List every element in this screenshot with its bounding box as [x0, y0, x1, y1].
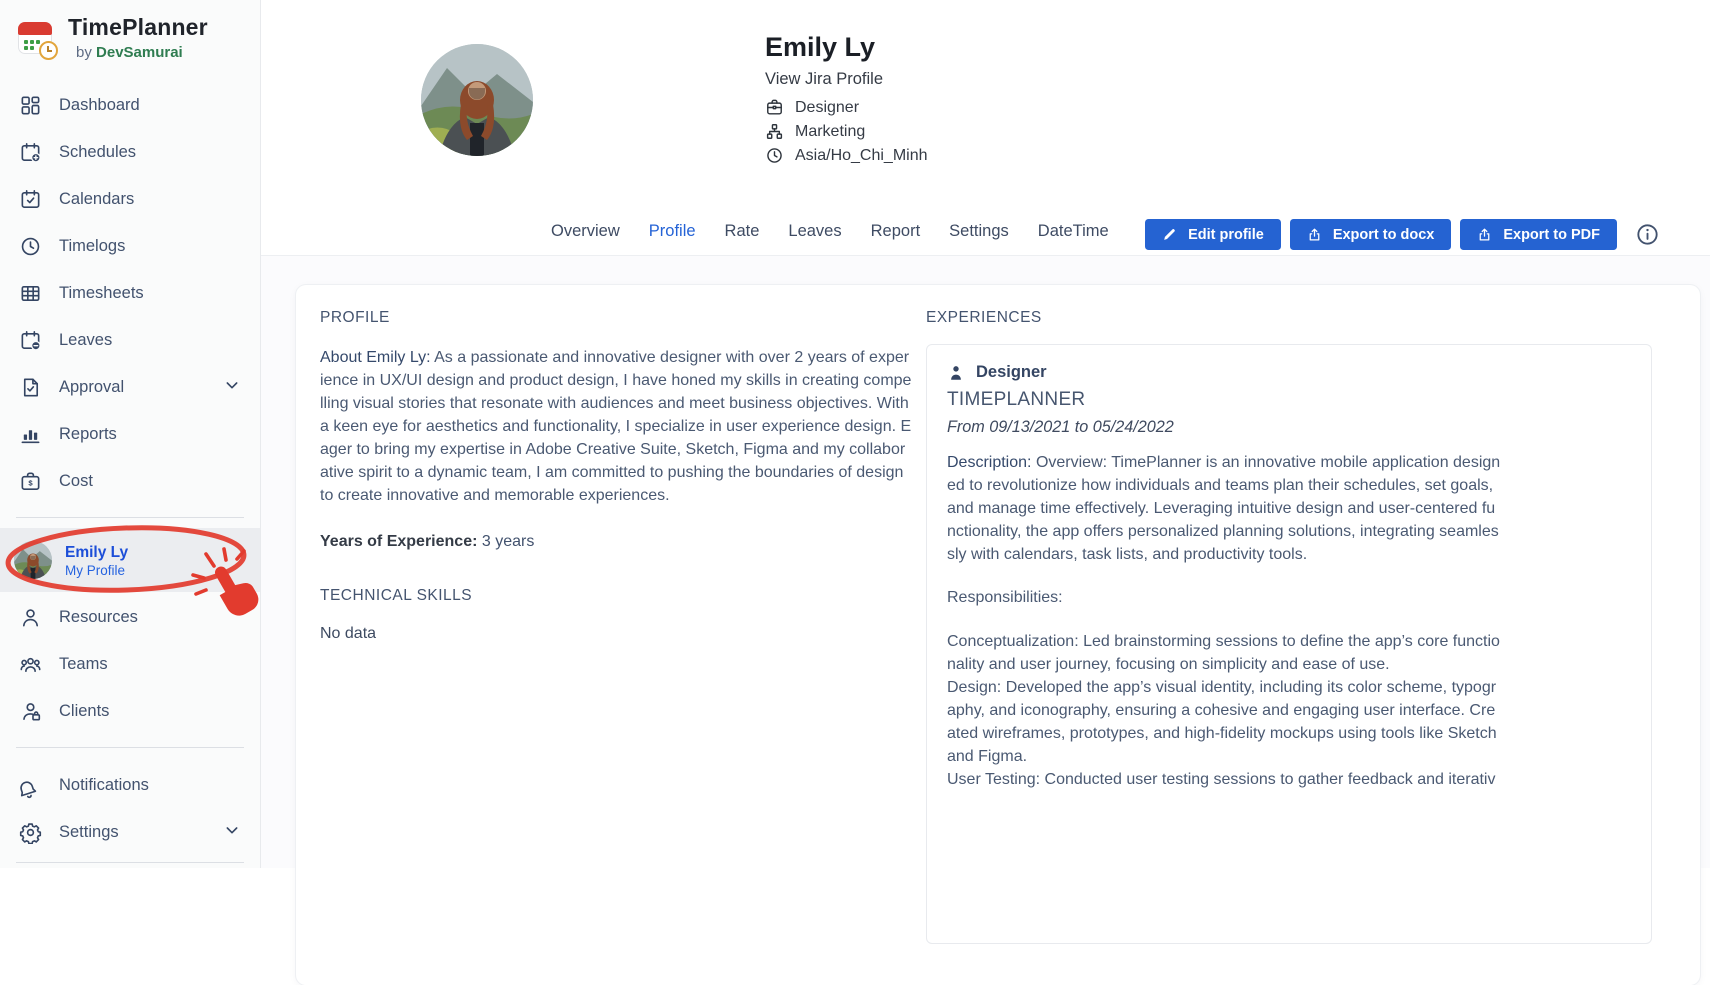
tab-leaves[interactable]: Leaves [788, 222, 842, 240]
calendar-minus-icon [19, 329, 42, 352]
org-chart-icon [765, 122, 784, 141]
about-label: About Emily Ly: [320, 349, 431, 366]
view-jira-profile-link[interactable]: View Jira Profile [765, 70, 883, 88]
profile-section [320, 309, 912, 961]
experience-role: Designer [976, 363, 1047, 381]
experience-period: From 09/13/2021 to 05/24/2022 [947, 418, 1174, 436]
sidebar-profile-subtitle: My Profile [65, 563, 126, 578]
sidebar-item-calendars[interactable] [0, 176, 260, 223]
people-icon [19, 653, 42, 676]
table-icon [19, 282, 42, 305]
responsibility-item: Design: Developed the app’s visual identity, including its color scheme, typography, and iconography, ensuring a cohesive and engaging user interface. Created wireframes, prototypes, and high-fidelity mockups using tools like Sketch and Figma. [947, 679, 1497, 765]
info-icon [1635, 222, 1660, 247]
sidebar-item-my-profile[interactable] [0, 528, 260, 592]
profile-tab-bar [551, 222, 1109, 241]
sidebar-item-notifications[interactable] [0, 762, 260, 809]
sidebar-item-label: Leaves [59, 331, 113, 349]
calendar-check-icon [19, 188, 42, 211]
app-title: TimePlanner [68, 14, 208, 40]
responsibility-item: Conceptualization: Led brainstorming sessions to define the app’s core functionality and user journey, focusing on simplicity and ease of use. [947, 633, 1500, 673]
responsibility-item: User Testing: Conducted user testing sessions to gather feedback and iterativ [947, 771, 1496, 788]
gear-icon [19, 821, 42, 844]
chevron-down-icon [224, 822, 240, 843]
clock-badge-icon [39, 41, 58, 60]
export-icon [1477, 227, 1492, 242]
chevron-down-icon [224, 377, 240, 398]
experience-company: TIMEPLANNER [947, 389, 1086, 410]
sidebar-item-settings[interactable] [0, 809, 260, 856]
description-label: Description: [947, 454, 1032, 471]
bell-icon [13, 775, 42, 804]
page-title: Emily Ly [765, 32, 876, 62]
sidebar-item-label: Resources [59, 608, 138, 626]
export-icon [1307, 227, 1322, 242]
briefcase-dollar-icon [19, 470, 42, 493]
meta-timezone-label: Asia/Ho_Chi_Minh [795, 146, 928, 164]
sidebar-item-cost[interactable] [0, 458, 260, 505]
timeplanner-logo-icon [16, 18, 58, 62]
person-icon [947, 364, 965, 382]
about-text: As a passionate and innovative designer with over 2 years of experience in UX/UI design and product design, I have honed my skills in creating compelling visual stories that resonate with audiences and meet business objectives. With a keen eye for aesthetics and functionality, I specialize in user experience design. Eager to bring my expertise in Adobe Creative Suite, Sketch, Figma and my collaborative spirit to a dynamic team, I am committed to pushing the boundaries of design to create innovative and memorable experiences. [320, 349, 912, 504]
sidebar-item-clients[interactable] [0, 688, 260, 735]
sidebar-item-label: Timelogs [59, 237, 126, 255]
sidebar-item-timelogs[interactable] [0, 223, 260, 270]
sidebar-item-reports[interactable] [0, 411, 260, 458]
pencil-icon [1162, 227, 1177, 242]
tab-report[interactable]: Report [870, 222, 921, 240]
sidebar-divider [16, 517, 244, 518]
sidebar-item-approval[interactable] [0, 364, 260, 411]
brand-name: DevSamurai [96, 44, 183, 61]
responsibilities-list [947, 630, 1503, 791]
tab-rate[interactable]: Rate [724, 222, 760, 240]
sidebar [0, 0, 261, 868]
responsibilities-title: Responsibilities: [947, 589, 1063, 606]
tab-datetime[interactable]: DateTime [1037, 222, 1109, 240]
export-docx-button[interactable]: Export to docx [1290, 219, 1452, 250]
tab-profile[interactable]: Profile [648, 222, 696, 240]
sidebar-item-timesheets[interactable] [0, 270, 260, 317]
person-lock-icon [19, 700, 42, 723]
meta-role [765, 98, 928, 117]
sidebar-item-label: Cost [59, 472, 93, 490]
person-icon [19, 606, 42, 629]
document-check-icon [19, 376, 42, 399]
sidebar-item-label: Settings [59, 823, 119, 841]
sidebar-item-leaves[interactable] [0, 317, 260, 364]
experiences-section [926, 309, 1666, 961]
profile-content-card [296, 285, 1700, 985]
sidebar-item-label: Clients [59, 702, 110, 720]
about-paragraph [320, 346, 912, 507]
sidebar-item-teams[interactable] [0, 641, 260, 688]
app-logo[interactable] [16, 14, 208, 62]
sidebar-item-label: Notifications [59, 776, 149, 794]
description-text: Overview: TimePlanner is an innovative mobile application designed to revolutionize how individuals and teams plan their schedules, set goals, and manage time effectively. Leveraging intuitive design and user-centered functionality, the app offers personalized planning solutions, integrating seamlessly with calendars, task lists, and productivity tools. [947, 454, 1501, 563]
toolbar [1145, 219, 1660, 250]
sidebar-item-dashboard[interactable] [0, 82, 260, 129]
dashboard-icon [19, 94, 42, 117]
calendar-plus-icon [19, 141, 42, 164]
sidebar-item-resources[interactable] [0, 594, 260, 641]
edit-profile-button[interactable]: Edit profile [1145, 219, 1281, 250]
sidebar-item-label: Timesheets [59, 284, 144, 302]
meta-role-label: Designer [795, 98, 860, 116]
sidebar-item-label: Calendars [59, 190, 135, 208]
sidebar-item-label: Teams [59, 655, 108, 673]
meta-timezone [765, 146, 928, 165]
briefcase-icon [765, 98, 784, 117]
sidebar-profile-name: Emily Ly [65, 544, 129, 561]
info-button[interactable] [1634, 222, 1660, 248]
avatar [14, 541, 52, 579]
sidebar-item-label: Schedules [59, 143, 137, 161]
profile-section-heading: PROFILE [320, 309, 390, 326]
years-of-experience [320, 533, 912, 551]
meta-department-label: Marketing [795, 122, 866, 140]
technical-skills-heading: TECHNICAL SKILLS [320, 587, 473, 604]
sidebar-divider [16, 862, 244, 863]
experience-description [947, 451, 1503, 566]
sidebar-item-label: Dashboard [59, 96, 140, 114]
experience-card [926, 344, 1652, 944]
experiences-section-heading: EXPERIENCES [926, 309, 1042, 326]
tab-settings[interactable]: Settings [949, 222, 1009, 240]
sidebar-item-schedules[interactable] [0, 129, 260, 176]
tab-overview[interactable]: Overview [551, 222, 620, 240]
clock-icon [765, 146, 784, 165]
skills-empty-state: No data [320, 625, 377, 642]
bar-chart-icon [19, 423, 42, 446]
export-pdf-button[interactable]: Export to PDF [1460, 219, 1617, 250]
svg-text:$: $ [28, 478, 33, 488]
meta-department [765, 122, 928, 141]
years-value: 3 years [481, 533, 535, 550]
profile-header [261, 0, 1710, 256]
clock-icon [19, 235, 42, 258]
avatar-photo [421, 44, 533, 156]
sidebar-item-label: Approval [59, 378, 125, 396]
years-label: Years of Experience: [320, 533, 478, 550]
sidebar-divider [16, 747, 244, 748]
app-byline: by DevSamurai [76, 44, 183, 61]
sidebar-item-label: Reports [59, 425, 117, 443]
